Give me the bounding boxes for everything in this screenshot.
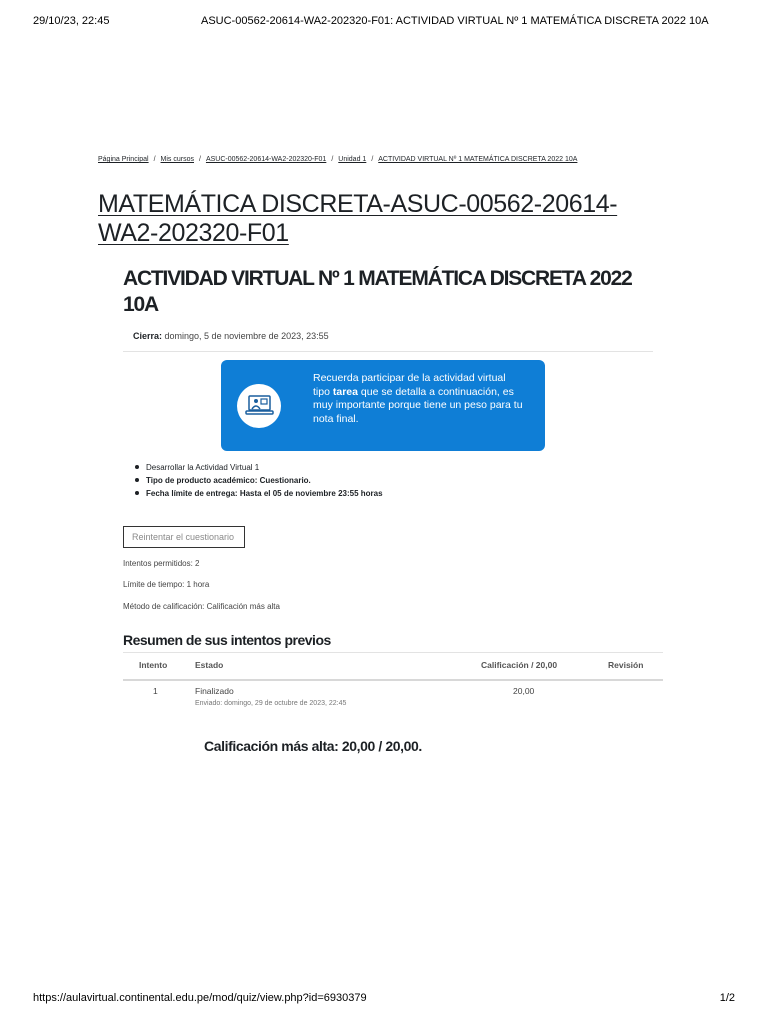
print-title: ASUC-00562-20614-WA2-202320-F01: ACTIVIDAD VIRTUAL Nº 1 MATEMÁTICA DISCRETA 2022 10A [201, 15, 709, 27]
breadcrumb-separator: / [153, 156, 156, 163]
banner-text [313, 372, 523, 426]
attempt-state: Finalizado [195, 686, 234, 696]
column-header-review: Revisión [608, 660, 644, 670]
table-row [123, 686, 663, 716]
close-date-value: domingo, 5 de noviembre de 2023, 23:55 [164, 331, 329, 341]
print-page-number: 1/2 [719, 992, 735, 1004]
instruction-label: Fecha límite de entrega: [146, 489, 238, 498]
attempts-allowed: Intentos permitidos: 2 [123, 559, 200, 568]
instruction-value: Hasta el 05 de noviembre 23:55 horas [239, 489, 383, 498]
attempt-submitted: Enviado: domingo, 29 de octubre de 2023, 22:45 [195, 700, 347, 707]
banner-text-end: que se detalla a continuación, es muy importante porque tiene un peso para tu nota final. [313, 385, 523, 425]
course-title-link[interactable]: MATEMÁTICA DISCRETA-ASUC-00562-20614-WA2-202320-F01 [98, 190, 618, 247]
close-date-label: Cierra: [133, 331, 163, 341]
divider [123, 679, 663, 681]
attempt-grade: 20,00 [513, 686, 535, 696]
banner-text-start: Recuerda participar de la actividad virtual tipo [313, 372, 506, 398]
instruction-value: Cuestionario. [259, 476, 311, 485]
retry-quiz-button[interactable]: Reintentar el cuestionario [123, 526, 245, 548]
divider [123, 652, 663, 653]
breadcrumb-separator: / [331, 156, 334, 163]
divider [123, 351, 653, 352]
info-banner [221, 360, 545, 451]
print-header [33, 15, 735, 31]
summary-heading: Resumen de sus intentos previos [123, 632, 331, 648]
breadcrumb-separator: / [199, 156, 201, 163]
instruction-label: Tipo de producto académico: [146, 476, 258, 485]
attempt-number: 1 [153, 686, 158, 696]
activity-dates [133, 331, 329, 341]
column-header-state: Estado [195, 660, 224, 670]
print-date: 29/10/23, 22:45 [33, 15, 110, 27]
breadcrumb [98, 156, 728, 163]
breadcrumb-unit-link[interactable]: Unidad 1 [338, 156, 367, 163]
print-url: https://aulavirtual.continental.edu.pe/mod/quiz/view.php?id=6930379 [33, 992, 367, 1004]
breadcrumb-home-link[interactable]: Página Principal [98, 156, 149, 163]
attempts-table-header [123, 660, 663, 680]
breadcrumb-course-link[interactable]: ASUC-00562-20614-WA2-202320-F01 [205, 156, 327, 163]
instruction-item [146, 475, 383, 488]
instructions-list [146, 462, 383, 501]
grading-method: Método de calificación: Calificación más alta [123, 602, 280, 611]
print-footer [33, 992, 735, 1008]
breadcrumb-separator: / [371, 156, 374, 163]
activity-title: ACTIVIDAD VIRTUAL Nº 1 MATEMÁTICA DISCRETA 2022 10A [123, 267, 632, 316]
instruction-text: Desarrollar la Actividad Virtual 1 [146, 463, 260, 472]
breadcrumb-activity-link[interactable]: ACTIVIDAD VIRTUAL Nº 1 MATEMÁTICA DISCRETA 2022 10A [378, 156, 578, 163]
time-limit: Límite de tiempo: 1 hora [123, 580, 210, 589]
instruction-item [146, 488, 383, 501]
column-header-grade: Calificación / 20,00 [481, 660, 558, 670]
column-header-attempt: Intento [139, 660, 168, 670]
laptop-presentation-icon [237, 384, 281, 428]
breadcrumb-my-courses-link[interactable]: Mis cursos [160, 156, 194, 163]
best-grade: Calificación más alta: 20,00 / 20,00. [204, 738, 422, 754]
banner-text-bold: tarea [332, 385, 358, 398]
instruction-item [146, 462, 383, 475]
